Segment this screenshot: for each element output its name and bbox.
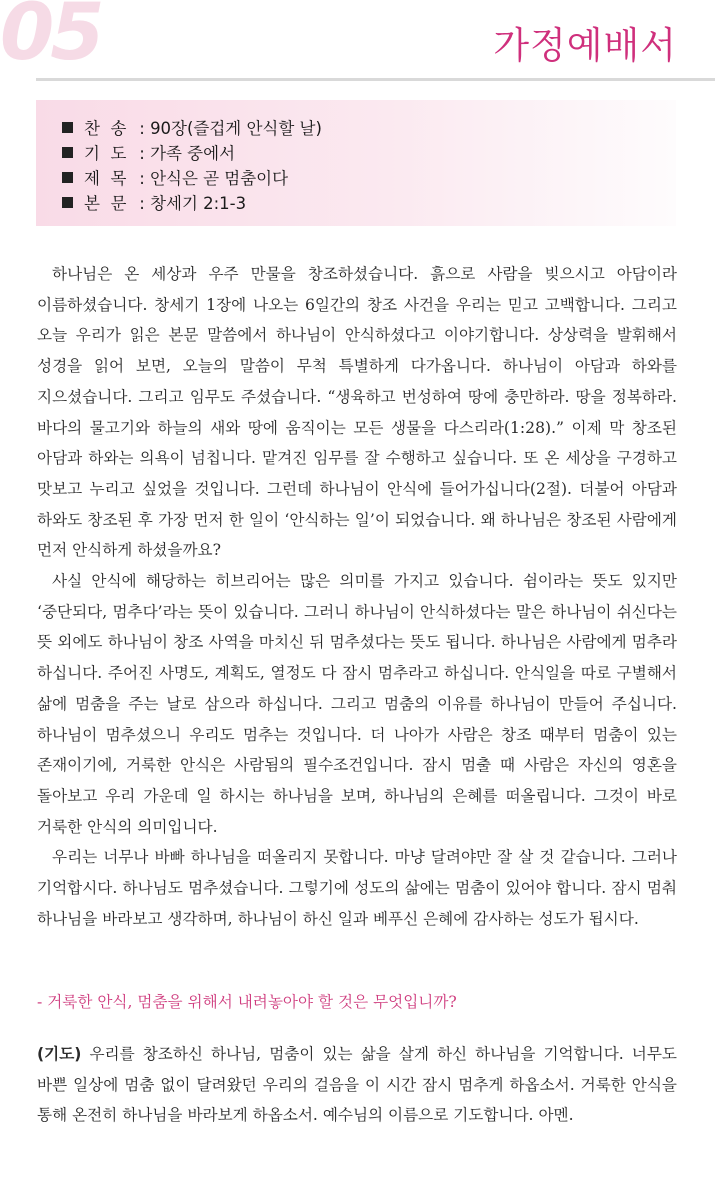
square-bullet-icon xyxy=(62,197,73,208)
info-label: 기 도 xyxy=(84,144,127,163)
info-row-title: 제 목 : 안식은 곧 멈춤이다 xyxy=(62,166,676,191)
sermon-body xyxy=(37,259,677,934)
discussion-question: - 거룩한 안식, 멈춤을 위해서 내려놓아야 할 것은 무엇입니까? xyxy=(37,993,457,1011)
info-row-scripture: 본 문 : 창세기 2:1-3 xyxy=(62,191,676,216)
closing-prayer xyxy=(37,1039,677,1131)
sermon-paragraph-2: 사실 안식에 해당하는 히브리어는 많은 의미를 가지고 있습니다. 쉼이라는 뜻도 있지만 ‘중단되다, 멈추다’라는 뜻이 있습니다. 그러니 하나님이 안식하셨다는 말은 하나님이 쉬신다는 뜻 외에도 하나님이 창조 사역을 마치신 뒤 멈추셨다는 뜻도 됩니다. 하나님은 사람에게 멈추라 하십니다. 주어진 사명도, 계획도, 열정도 다 잠시 멈추라고 하십니다. 안식일을 따로 구별해서 삶에 멈춤을 주는 날로 삼으라 하십니다. 그리고 멈춤의 이유를 하나님이 만들어 주십니다. 하나님이 멈추셨으니 우리도 멈추는 것입니다. 더 나아가 사람은 창조 때부터 멈춤이 있는 존재이기에, 거룩한 안식은 사람됨의 필수조건입니다. 잠시 멈출 때 사람은 자신의 영혼을 돌아보고 우리 가운데 일 하시는 하나님을 보며, 하나님의 은혜를 떠올립니다. 그것이 바로 거룩한 안식의 의미입니다. xyxy=(37,572,677,836)
header-divider xyxy=(36,78,715,81)
info-label: 본 문 xyxy=(84,194,127,213)
prayer-text: 우리를 창조하신 하나님, 멈춤이 있는 삶을 살게 하신 하나님을 기억합니다. 너무도 바쁜 일상에 멈춤 없이 달려왔던 우리의 걸음을 이 시간 잠시 멈추게 하옵소서. 거룩한 안식을 통해 온전히 하나님을 바라보게 하옵소서. 예수님의 이름으로 기도합니다. 아멘. xyxy=(37,1045,677,1125)
section-number: 05 xyxy=(0,0,101,78)
page-title: 가정예배서 xyxy=(493,24,677,67)
square-bullet-icon xyxy=(62,172,73,183)
info-value: 창세기 2:1-3 xyxy=(150,194,247,213)
info-row-prayer: 기 도 : 가족 중에서 xyxy=(62,141,676,166)
worship-info-box xyxy=(36,100,676,226)
info-label: 제 목 xyxy=(84,169,127,188)
square-bullet-icon xyxy=(62,147,73,158)
info-label: 찬 송 xyxy=(84,119,127,138)
prayer-label: (기도) xyxy=(37,1045,82,1063)
info-value: 90장(즐겁게 안식할 날) xyxy=(150,119,322,138)
info-value: 가족 중에서 xyxy=(150,144,236,163)
info-value: 안식은 곧 멈춤이다 xyxy=(150,169,289,188)
square-bullet-icon xyxy=(62,122,73,133)
sermon-paragraph-3: 우리는 너무나 바빠 하나님을 떠올리지 못합니다. 마냥 달려야만 잘 살 것 같습니다. 그러나 기억합시다. 하나님도 멈추셨습니다. 그렇기에 성도의 삶에는 멈춤이 있어야 합니다. 잠시 멈춰 하나님을 바라보고 생각하며, 하나님이 하신 일과 베푸신 은혜에 감사하는 성도가 됩시다. xyxy=(37,848,677,928)
sermon-paragraph-1: 하나님은 온 세상과 우주 만물을 창조하셨습니다. 흙으로 사람을 빚으시고 아담이라 이름하셨습니다. 창세기 1장에 나오는 6일간의 창조 사건을 우리는 믿고 고백합니다. 그리고 오늘 우리가 읽은 본문 말씀에서 하나님이 안식하셨다고 이야기합니다. 상상력을 발휘해서 성경을 읽어 보면, 오늘의 말씀이 무척 특별하게 다가옵니다. 하나님이 아담과 하와를 지으셨습니다. 그리고 임무도 주셨습니다. “생육하고 번성하여 땅에 충만하라. 땅을 정복하라. 바다의 물고기와 하늘의 새와 땅에 움직이는 모든 생물을 다스리라(1:28).” 이제 막 창조된 아담과 하와는 의욕이 넘칩니다. 맡겨진 임무를 잘 수행하고 싶습니다. 또 온 세상을 구경하고 맛보고 누리고 싶었을 것입니다. 그런데 하나님이 안식에 들어가십니다(2절). 더불어 아담과 하와도 창조된 후 가장 먼저 한 일이 ‘안식하는 일’이 되었습니다. 왜 하나님은 창조된 사람에게 먼저 안식하게 하셨을까요? xyxy=(37,265,677,560)
info-row-hymn: 찬 송 : 90장(즐겁게 안식할 날) xyxy=(62,116,676,141)
